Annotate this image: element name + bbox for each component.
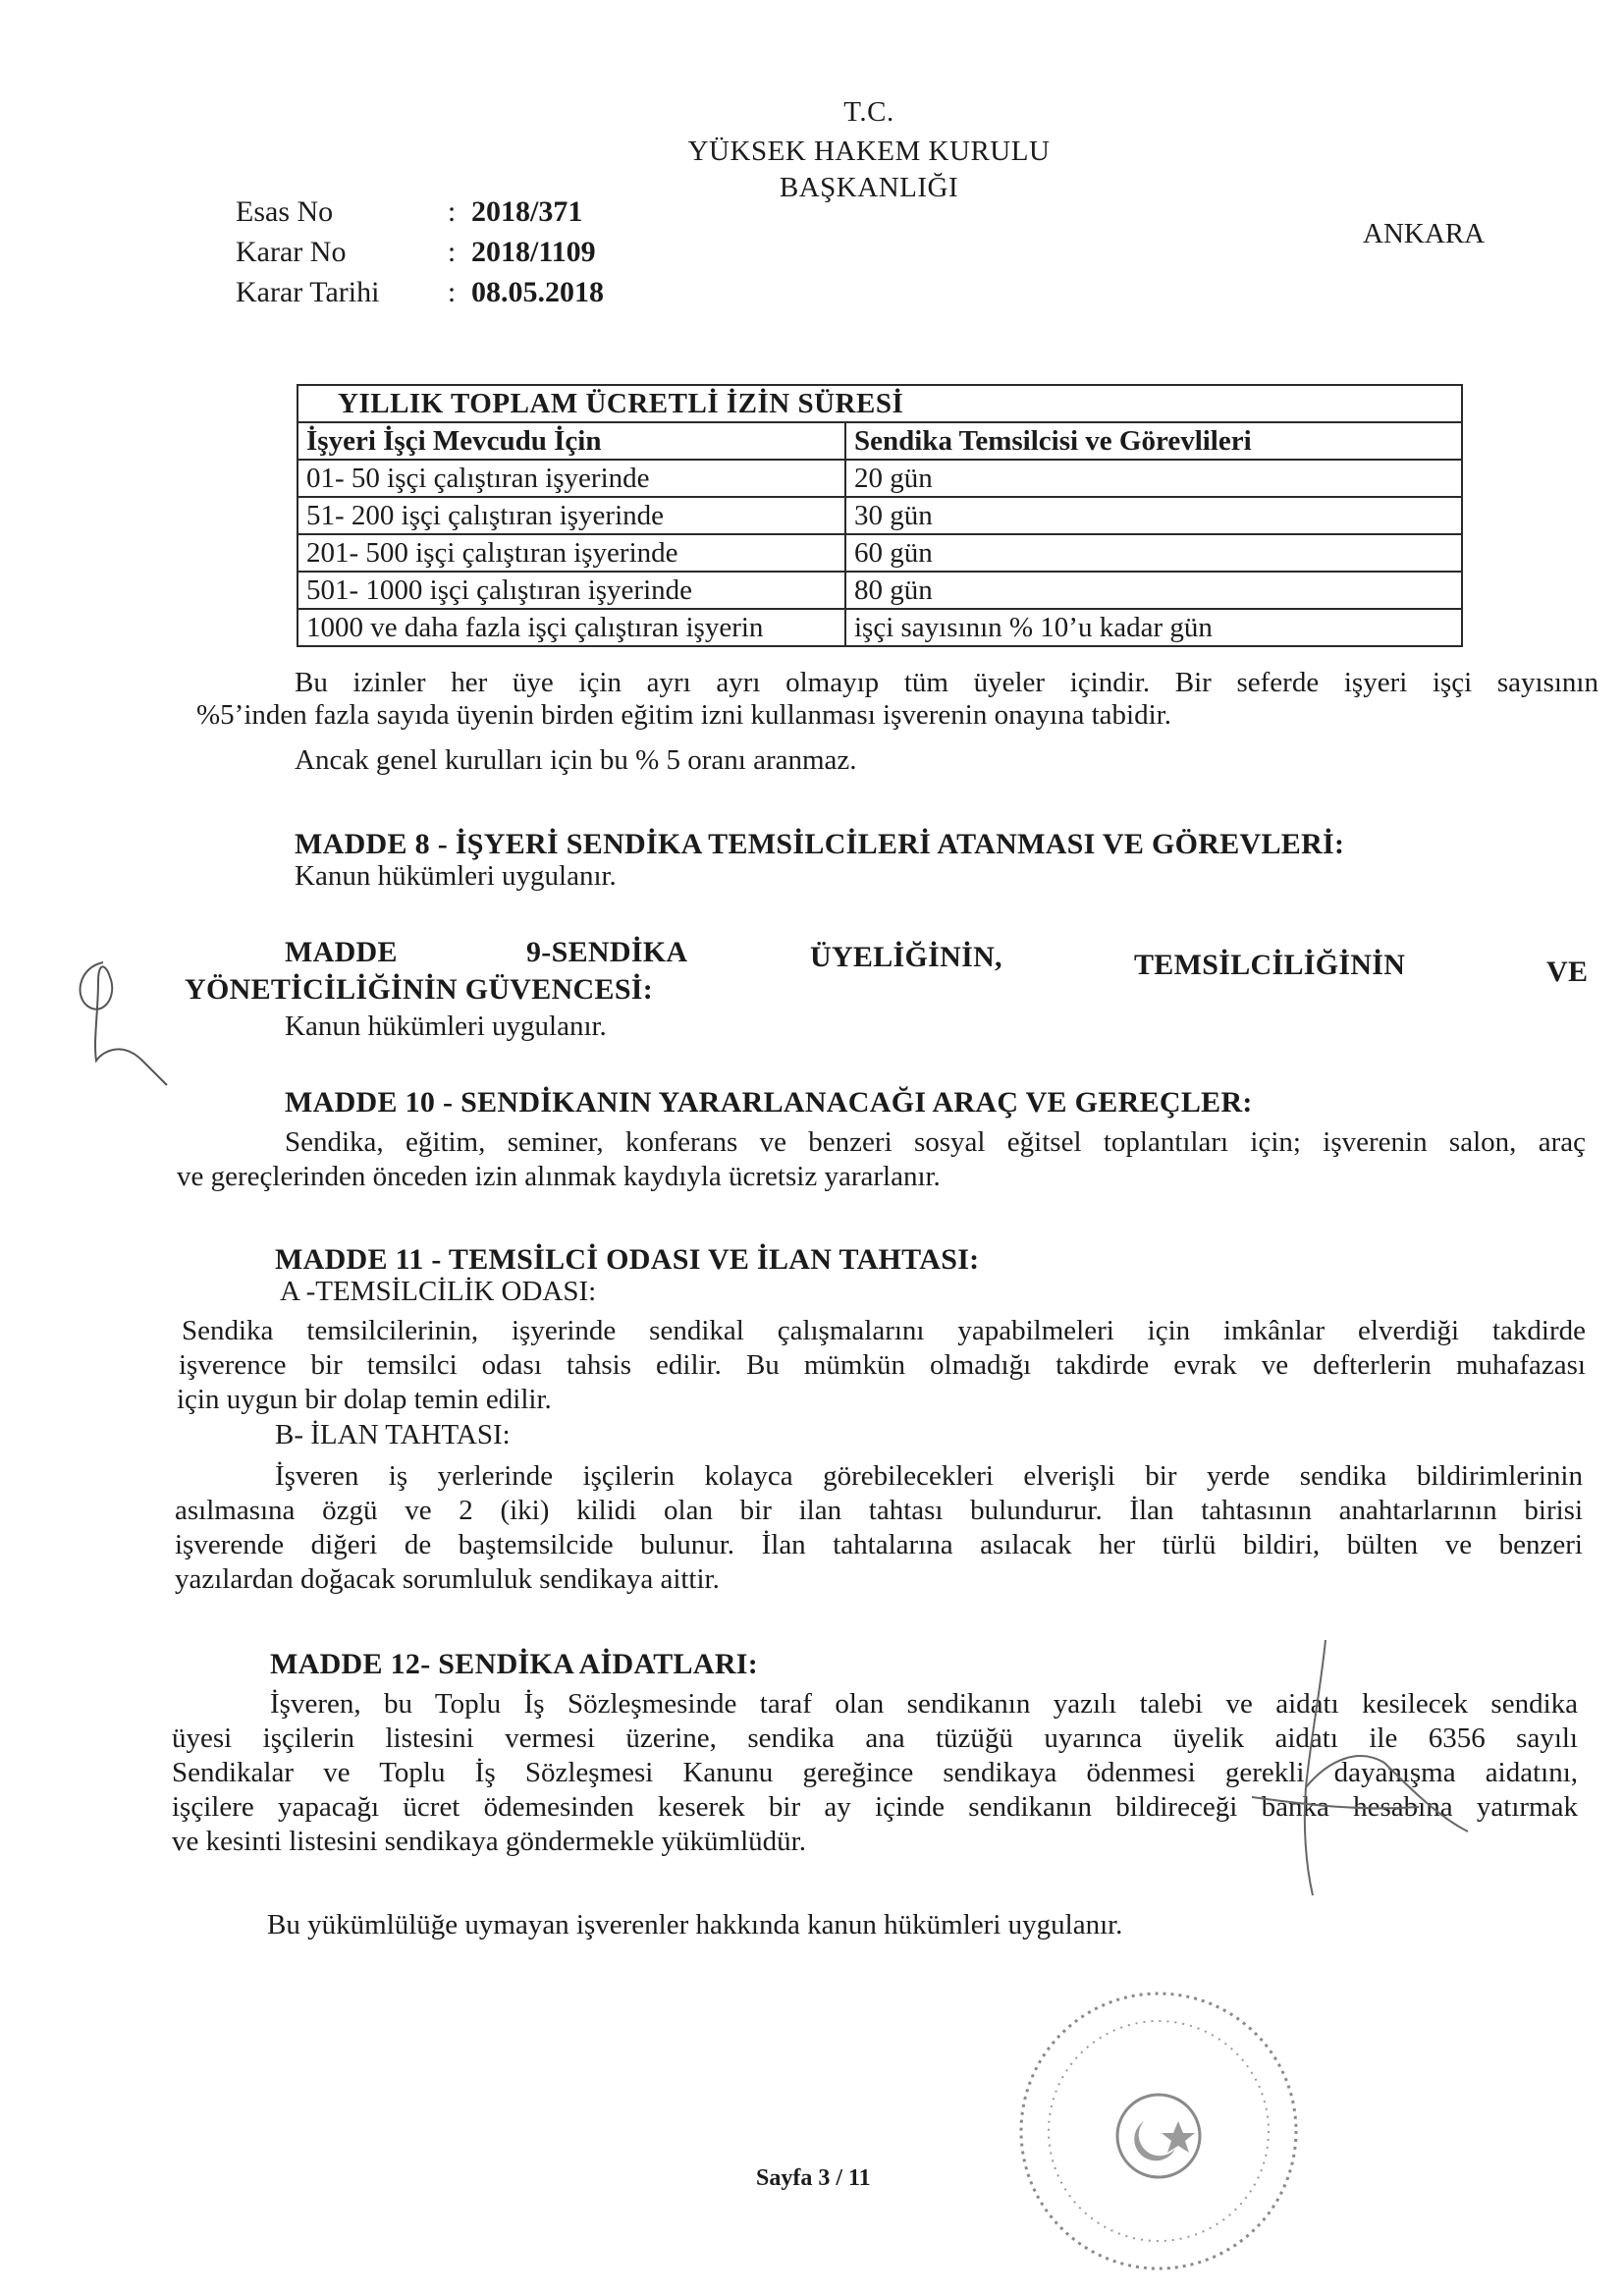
table-cell: 1000 ve daha fazla işçi çalıştıran işyerin — [298, 609, 845, 646]
tarih-value: 08.05.2018 — [471, 276, 604, 308]
paragraph-line: işverende diğeri de baştemsilcide bulunur. İlan tahtalarına asılacak her türlü bildiri, bülten ve benzeri — [175, 1529, 1583, 1560]
paragraph-line: Bu yükümlülüğe uymayan işverenler hakkında kanun hükümleri uygulanır. — [267, 1909, 1123, 1941]
heading-word: ÜYELİĞİNİN, — [810, 941, 1002, 973]
section-heading-madde-10: MADDE 10 - SENDİKANIN YARARLANACAĞI ARAÇ VE GEREÇLER: — [285, 1086, 1253, 1119]
paragraph-line: üyesi işçilerin listesini vermesi üzerine, sendika ana tüzüğü uyarınca üyelik aidatı ile 6356 sayılı — [172, 1722, 1578, 1754]
subsection-heading-a: A -TEMSİLCİLİK ODASI: — [280, 1276, 597, 1307]
leave-col-header-workforce: İşyeri İşçi Mevcudu İçin — [298, 422, 845, 460]
table-cell: 51- 200 işçi çalıştıran işyerinde — [298, 497, 845, 534]
esas-row — [236, 191, 604, 232]
paragraph-line: Sendika, eğitim, seminer, konferans ve benzeri sosyal eğitsel toplantıları için; işverenin salon, araç — [285, 1126, 1586, 1158]
section-heading-madde-8: MADDE 8 - İŞYERİ SENDİKA TEMSİLCİLERİ ATANMASI VE GÖREVLERİ: — [295, 828, 1345, 860]
heading-word: 9-SENDİKA — [526, 936, 688, 968]
heading-word: VE — [1546, 956, 1589, 988]
paragraph-line: İşveren, bu Toplu İş Sözleşmesinde taraf olan sendikanın yazılı talebi ve aidatı kesilecek sendika — [270, 1688, 1578, 1720]
esas-sep: : — [447, 195, 457, 228]
header-institution: YÜKSEK HAKEM KURULU — [687, 136, 1051, 167]
paragraph-line: Sendikalar ve Toplu İş Sözleşmesi Kanunu gereğince sendikaya ödenmesi gerekli dayanışma aidatını, — [172, 1757, 1578, 1788]
table-cell: 501- 1000 işçi çalıştıran işyerinde — [298, 572, 845, 609]
tarih-row — [236, 272, 604, 312]
tarih-label: Karar Tarihi — [236, 276, 380, 308]
page-number: Sayfa 3 / 11 — [756, 2165, 871, 2191]
header-tc: T.C. — [843, 96, 894, 128]
header-presidency: BAŞKANLIĞI — [779, 172, 959, 203]
official-seal — [997, 1974, 1321, 2288]
section-heading-madde-11: MADDE 11 - TEMSİLCİ ODASI VE İLAN TAHTASI: — [275, 1243, 980, 1276]
table-row — [298, 497, 1462, 534]
karar-value: 2018/1109 — [471, 236, 596, 268]
paragraph-line: yazılardan doğacak sorumluluk sendikaya aittir. — [175, 1563, 720, 1595]
paragraph-line: asılmasına özgü ve 2 (iki) kilidi olan bir ilan tahtası bulundurur. İlan tahtasının anahtarlarının birisi — [175, 1495, 1583, 1526]
subsection-heading-b: B- İLAN TAHTASI: — [275, 1419, 511, 1450]
heading-word: MADDE — [285, 936, 398, 968]
heading-word: TEMSİLCİLİĞİNİN — [1134, 949, 1406, 981]
case-meta — [236, 191, 604, 312]
paragraph-line: işçilere yapacağı ücret ödemesinden keserek bir ay içinde sendikanın bildireceği banka hesabına yatırmak — [172, 1791, 1578, 1823]
header-city: ANKARA — [1363, 218, 1486, 249]
leave-table-title: YILLIK TOPLAM ÜCRETLİ İZİN SÜRESİ — [298, 385, 1462, 422]
paragraph-line: %5’inden fazla sayıda üyenin birden eğitim izni kullanması işverenin onayına tabidir. — [196, 699, 1171, 731]
table-row — [298, 572, 1462, 609]
table-cell: 80 gün — [845, 572, 1462, 609]
paragraph-line: Kanun hükümleri uygulanır. — [295, 860, 617, 892]
tarih-sep: : — [447, 276, 457, 308]
table-row — [298, 460, 1462, 497]
handwritten-signature — [1213, 1630, 1507, 1905]
karar-label: Karar No — [236, 236, 347, 268]
paragraph-line: ve gereçlerinden önceden izin alınmak kaydıyla ücretsiz yararlanır. — [177, 1161, 941, 1192]
paragraph-line: Ancak genel kurulları için bu % 5 oranı aranmaz. — [295, 744, 857, 776]
table-cell: 201- 500 işçi çalıştıran işyerinde — [298, 534, 845, 572]
paragraph-line: Bu izinler her üye için ayrı ayrı olmayıp tüm üyeler içindir. Bir seferde işyeri işçi sayısının — [295, 667, 1598, 698]
karar-row — [236, 232, 604, 272]
leave-duration-table — [297, 384, 1463, 647]
table-cell: 60 gün — [845, 534, 1462, 572]
table-row — [298, 609, 1462, 646]
table-cell: 20 gün — [845, 460, 1462, 497]
table-cell: 30 gün — [845, 497, 1462, 534]
table-cell: işçi sayısının % 10’u kadar gün — [845, 609, 1462, 646]
karar-sep: : — [447, 236, 457, 268]
paragraph-line: için uygun bir dolap temin edilir. — [177, 1384, 552, 1415]
esas-value: 2018/371 — [471, 195, 583, 228]
paragraph-line: ve kesinti listesini sendikaya göndermekle yükümlüdür. — [172, 1826, 806, 1857]
section-heading-madde-12: MADDE 12- SENDİKA AİDATLARI: — [270, 1648, 759, 1680]
paragraph-line: İşveren iş yerlerinde işçilerin kolayca görebilecekleri elverişli bir yerde sendika bildirimlerinin — [275, 1460, 1583, 1492]
section-heading-madde-9: YÖNETİCİLİĞİNİN GÜVENCESİ: — [185, 973, 654, 1006]
handwritten-initial — [69, 943, 177, 1090]
esas-label: Esas No — [236, 195, 334, 228]
table-cell: 01- 50 işçi çalıştıran işyerinde — [298, 460, 845, 497]
table-row — [298, 534, 1462, 572]
leave-col-header-union-reps: Sendika Temsilcisi ve Görevlileri — [845, 422, 1462, 460]
paragraph-line: işverence bir temsilci odası tahsis edilir. Bu mümkün olmadığı takdirde evrak ve defterlerin muhafazası — [179, 1349, 1586, 1381]
paragraph-line: Sendika temsilcilerinin, işyerinde sendikal çalışmalarını yapabilmeleri için imkânlar elverdiği takdirde — [182, 1315, 1586, 1346]
paragraph-line: Kanun hükümleri uygulanır. — [285, 1011, 607, 1042]
